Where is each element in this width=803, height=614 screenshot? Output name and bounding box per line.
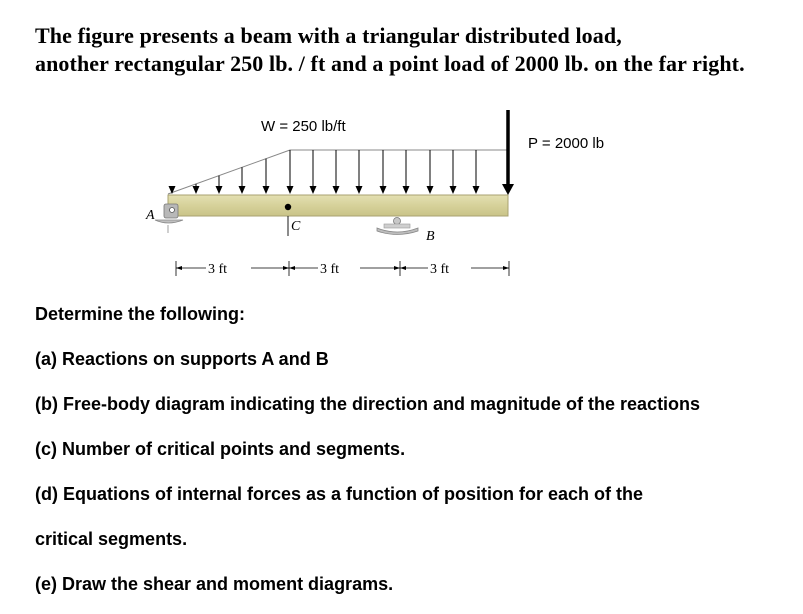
question-d-line-1: (d) Equations of internal forces as a function of position for each of the	[35, 484, 644, 504]
support-b-label: B	[426, 229, 435, 244]
dimension-label-3: 3 ft	[430, 262, 450, 277]
point-load-label: P = 2000 lb	[528, 135, 605, 152]
load-arrow	[333, 150, 340, 194]
support-b	[377, 218, 418, 235]
question-d-line-2: critical segments.	[35, 529, 188, 549]
beam-figure	[0, 0, 803, 300]
point-c-label: C	[291, 219, 301, 234]
load-arrow	[403, 150, 410, 194]
question-intro: Determine the following:	[35, 304, 246, 324]
triangular-load-slope	[168, 150, 290, 194]
title-line-2: another rectangular 250 lb. / ft and a point load of 2000 lb. on the far right.	[35, 51, 745, 76]
title-line-1: The figure presents a beam with a triangular distributed load,	[35, 23, 622, 48]
load-arrow	[193, 184, 200, 194]
load-arrow	[239, 167, 246, 194]
point-c-marker	[285, 204, 291, 210]
load-arrow	[356, 150, 363, 194]
question-e: (e) Draw the shear and moment diagrams.	[35, 574, 394, 594]
beam	[168, 195, 508, 216]
load-arrow	[310, 150, 317, 194]
point-load-arrow	[502, 110, 514, 195]
load-arrow	[473, 150, 480, 194]
question-c: (c) Number of critical points and segments.	[35, 439, 406, 459]
dimension-label-1: 3 ft	[208, 262, 228, 277]
load-arrow	[263, 159, 270, 194]
load-arrows	[169, 150, 480, 194]
load-arrow	[216, 176, 223, 194]
load-arrow	[380, 150, 387, 194]
question-a: (a) Reactions on supports A and B	[35, 349, 329, 369]
load-arrow	[450, 150, 457, 194]
question-b: (b) Free-body diagram indicating the direction and magnitude of the reactions	[35, 394, 701, 414]
load-label: W = 250 lb/ft	[261, 118, 346, 135]
load-arrow	[169, 186, 176, 194]
load-arrow	[287, 150, 294, 194]
support-a-label: A	[146, 208, 155, 223]
dimension-label-2: 3 ft	[320, 262, 340, 277]
load-arrow	[427, 150, 434, 194]
